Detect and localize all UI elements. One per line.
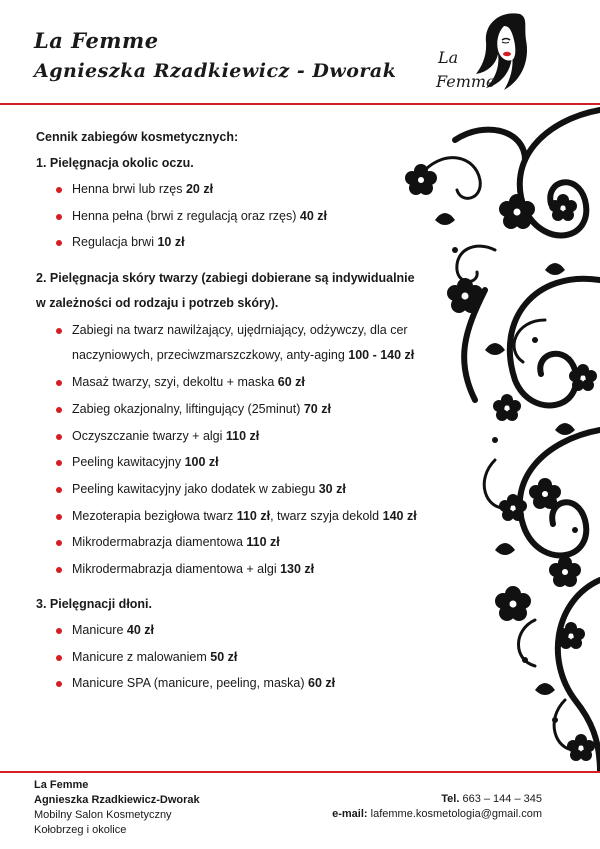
list-item: Mezoterapia bezigłowa twarz 110 zł, twarz szyja dekold 140 zł xyxy=(72,509,417,523)
list-item: Manicure 40 zł xyxy=(72,623,154,637)
footer-name: La Femme xyxy=(34,779,89,791)
list-item: Regulacja brwi 10 zł xyxy=(72,235,185,249)
list-item: Peeling kawitacyjny 100 zł xyxy=(72,455,219,469)
list-item: Mikrodermabrazja diamentowa + algi 130 zł xyxy=(72,562,314,576)
list-item: Oczyszczanie twarzy + algi 110 zł xyxy=(72,429,259,443)
footer-contact-left xyxy=(34,778,200,838)
list-item: Zabieg okazjonalny, liftingujący (25minut) 70 zł xyxy=(72,402,331,416)
list-item: Manicure SPA (manicure, peeling, maska) 60 zł xyxy=(72,676,335,690)
footer-business: Mobilny Salon Kosmetyczny xyxy=(34,809,172,821)
list-item: Zabiegi na twarz nawilżający, ujędrniający, odżywczy, dla cer xyxy=(72,323,408,337)
section-heading: 2. Pielęgnacja skóry twarzy (zabiegi dobierane są indywidualnie xyxy=(36,271,415,285)
floral-ornament-icon xyxy=(395,100,600,772)
section-heading: 3. Pielęgnacji dłoni. xyxy=(36,597,153,611)
list-item: Henna brwi lub rzęs 20 zł xyxy=(72,182,213,196)
price-list-title: Cennik zabiegów kosmetycznych: xyxy=(36,130,239,144)
brand-name: La Femme xyxy=(34,28,159,53)
list-item: Peeling kawitacyjny jako dodatek w zabiegu 30 zł xyxy=(72,482,346,496)
page-header xyxy=(0,0,600,104)
list-item-cont: naczyniowych, przeciwzmarszczkowy, anty-aging 100 - 140 zł xyxy=(72,348,415,362)
logo-text-femme: Femme xyxy=(436,72,496,91)
list-item: Henna pełna (brwi z regulacją oraz rzęs) 40 zł xyxy=(72,209,327,223)
footer-email[interactable]: e-mail: lafemme.kosmetologia@gmail.com xyxy=(332,808,542,820)
section-heading: 1. Pielęgnacja okolic oczu. xyxy=(36,156,194,170)
list-item: Mikrodermabrazja diamentowa 110 zł xyxy=(72,535,280,549)
logo-text-la: La xyxy=(438,48,459,67)
footer-owner: Agnieszka Rzadkiewicz-Dworak xyxy=(34,794,200,806)
footer-phone: Tel. 663 – 144 – 345 xyxy=(441,793,542,805)
list-item: Masaż twarzy, szyi, dekoltu + maska 60 zł xyxy=(72,375,305,389)
list-item: Manicure z malowaniem 50 zł xyxy=(72,650,237,664)
section-heading-cont: w zależności od rodzaju i potrzeb skóry). xyxy=(36,296,279,310)
brand-owner: Agnieszka Rzadkiewicz - Dworak xyxy=(34,60,397,82)
footer-area: Kołobrzeg i okolice xyxy=(34,824,127,836)
footer-contact-right xyxy=(282,792,542,822)
logo xyxy=(428,8,548,98)
footer-divider xyxy=(0,771,600,773)
